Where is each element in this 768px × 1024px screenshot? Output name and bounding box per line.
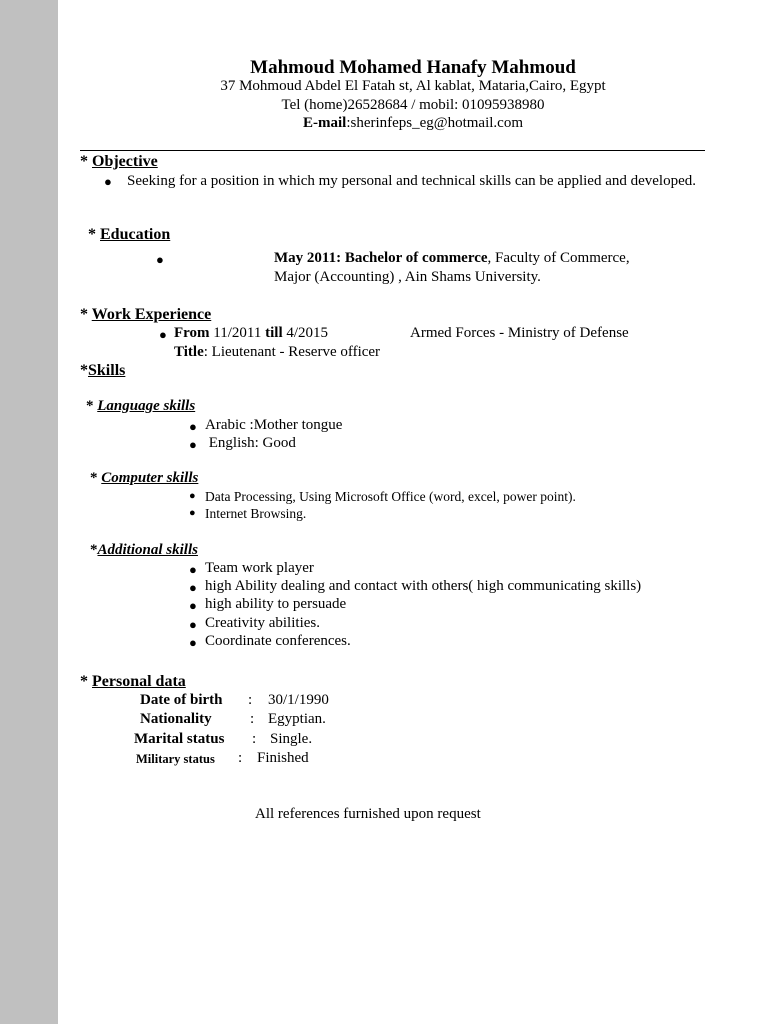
dob-label: Date of birth <box>140 692 223 708</box>
bullet-icon: ● <box>189 437 197 452</box>
education-major: Major (Accounting) , Ain Shams University. <box>274 269 541 285</box>
work-period <box>174 325 328 342</box>
list-item: high ability to persuade <box>205 596 347 612</box>
education-title: Education <box>100 226 171 243</box>
military-label: Military status <box>136 752 215 766</box>
list-item: Team work player <box>205 560 314 576</box>
military-value: Finished <box>257 750 309 766</box>
work-organization: Armed Forces - Ministry of Defense <box>410 325 629 341</box>
bullet-icon: ● <box>189 617 197 632</box>
work-star: * <box>80 306 92 323</box>
from-label: From <box>174 325 210 341</box>
list-item: Arabic :Mother tongue <box>205 417 343 433</box>
nationality-separator: : <box>250 711 255 727</box>
till-label: till <box>265 325 283 341</box>
bullet-icon: ● <box>189 507 196 519</box>
bullet-icon: ● <box>159 327 167 342</box>
work-title: Work Experience <box>91 306 212 323</box>
list-item: Internet Browsing. <box>205 506 307 521</box>
computer-title: Computer skills <box>101 470 199 486</box>
education-faculty: , Faculty of Commerce, <box>487 250 630 266</box>
skills-star: * <box>80 362 88 379</box>
bullet-icon: ● <box>189 562 197 577</box>
bullet-icon: ● <box>104 174 112 189</box>
skills-heading <box>80 362 125 380</box>
left-gutter <box>0 0 58 1024</box>
candidate-name: Mahmoud Mohamed Hanafy Mahmoud <box>250 57 576 78</box>
objective-text: Seeking for a position in which my personal and technical skills can be applied and developed. <box>127 173 697 189</box>
personal-heading <box>80 673 186 691</box>
list-item: Coordinate conferences. <box>205 633 351 649</box>
list-item: Data Processing, Using Microsoft Office (word, excel, power point). <box>205 489 576 504</box>
nationality-label: Nationality <box>140 711 212 727</box>
objective-star: * <box>80 153 92 170</box>
computer-star: * <box>90 470 102 486</box>
language-star: * <box>86 398 98 414</box>
marital-label: Marital status <box>134 731 225 747</box>
references-note: All references furnished upon request <box>255 806 481 822</box>
header-divider <box>80 150 705 151</box>
additional-title: Additional skills <box>97 542 198 558</box>
education-degree: May 2011: Bachelor of commerce <box>274 250 488 266</box>
bullet-icon: ● <box>189 598 197 613</box>
bullet-icon: ● <box>189 580 197 595</box>
military-separator: : <box>238 750 243 766</box>
computer-skills-heading <box>90 470 198 487</box>
education-degree-line <box>274 250 630 267</box>
title-label: Title <box>174 344 204 360</box>
education-star: * <box>88 226 100 243</box>
dob-value: 30/1/1990 <box>268 692 329 708</box>
address-line: 37 Mohmoud Abdel El Fatah st, Al kablat, Mataria,Cairo, Egypt <box>220 78 606 94</box>
education-heading <box>88 226 170 244</box>
email-value: :sherinfeps_eg@hotmail.com <box>346 115 524 131</box>
phone-line: Tel (home)26528684 / mobil: 01095938980 <box>281 97 545 113</box>
bullet-icon: ● <box>156 252 164 267</box>
dob-separator: : <box>248 692 253 708</box>
additional-skills-heading <box>90 542 198 559</box>
bullet-icon: ● <box>189 419 197 434</box>
work-heading <box>80 306 211 324</box>
email-line <box>58 115 768 132</box>
additional-star: * <box>90 542 98 558</box>
personal-title: Personal data <box>92 673 186 690</box>
marital-value: Single. <box>270 731 313 747</box>
list-item: high Ability dealing and contact with others( high communicating skills) <box>205 578 642 594</box>
bullet-icon: ● <box>189 490 196 502</box>
personal-star: * <box>80 673 92 690</box>
resume-page <box>58 0 768 1024</box>
marital-separator: : <box>252 731 257 747</box>
work-position <box>174 344 380 361</box>
from-value: 11/2011 <box>209 325 266 341</box>
language-skills-heading <box>86 398 195 415</box>
skills-title: Skills <box>88 362 126 379</box>
objective-title: Objective <box>92 153 158 170</box>
bullet-icon: ● <box>189 635 197 650</box>
email-label: E-mail <box>302 115 347 131</box>
till-value: 4/2015 <box>282 325 329 341</box>
list-item: English: Good <box>205 435 296 451</box>
language-title: Language skills <box>97 398 196 414</box>
objective-heading <box>80 153 158 171</box>
nationality-value: Egyptian. <box>268 711 326 727</box>
title-value: : Lieutenant - Reserve officer <box>203 344 381 360</box>
list-item: Creativity abilities. <box>205 615 320 631</box>
